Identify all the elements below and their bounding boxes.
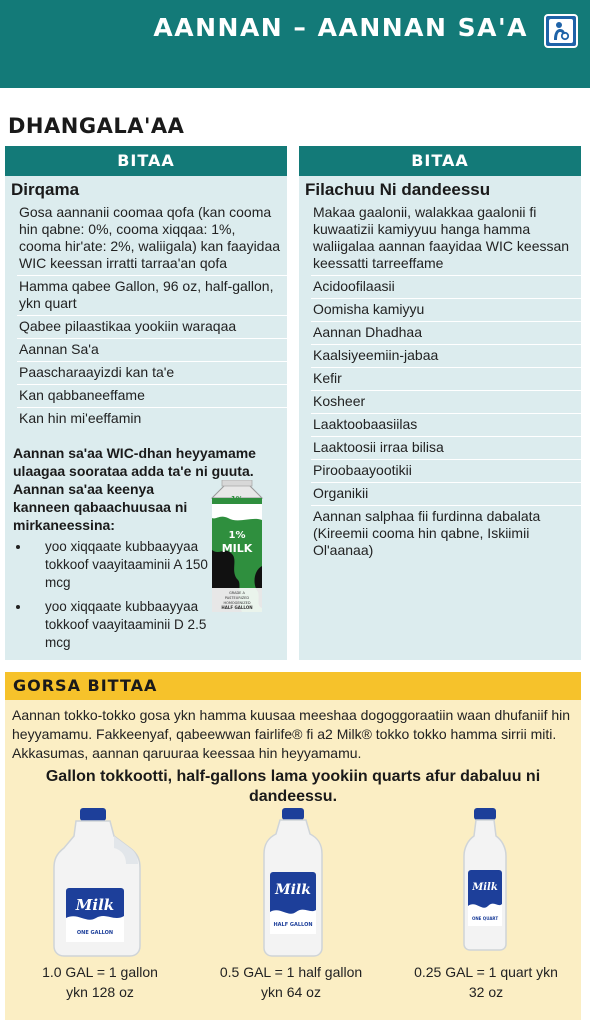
list-item: Qabee pilaastikaa yookiin waraqaa [17,315,287,338]
list-item: Kan qabbaneeffame [17,384,287,407]
list-item: Gosa aannanii coomaa qofa (kan cooma hin qabne: 0%, cooma xiqqaa: 1%, cooma hir'ate: 2%, waliigala) kan faayidaa WIC keessan irratti tarraa'an qofa [19,204,281,271]
caption-line: ykn 64 oz [261,984,321,1000]
carton-small-text: HOMOGENIZED [223,601,251,605]
list-item: Paascharaayizdi kan ta'e [17,361,287,384]
required-list [5,202,287,430]
list-item: • yoo xiqqaate kubbaayyaa tokkoof vaayitaaminii A 150 mcg [31,538,208,592]
jug-size-label: HALF GALLON [273,922,313,928]
half-gallon-caption [204,962,378,1002]
optional-list [299,202,581,562]
enriched-milk-block [13,480,208,658]
list-item: Makaa gaalonii, walakkaa gaalonii fi kuwaatizii kamiyyuu hanga hamma waliigalaa aannan faayidaa WIC keessan keessatti tarreeffame [313,204,570,271]
enriched-heading: Aannan sa'aa keenya kanneen qabaachuusaa ni mirkaneessina: [13,481,188,533]
list-item: Organikii [311,482,581,505]
list-item: Hamma qabee Gallon, 96 oz, half-gallon, ykn quart [17,275,287,315]
quart-caption [400,962,572,1002]
section-title: DHANGALA'AA [8,114,185,138]
jug-brand: Milk [275,882,311,898]
list-item: Laaktoosii irraa bilisa [311,436,581,459]
list-item: Aannan Dhadhaa [311,321,581,344]
caption-line: ykn 128 oz [66,984,134,1000]
milk-carton-image [208,480,266,614]
carton-size-label: HALF GALLON [221,605,253,610]
caption-line: 1.0 GAL = 1 gallon [42,964,158,980]
wic-milk-note: Aannan sa'aa WIC-dhan heyyamame ulaagaa soorataa adda ta'e ni guuta. [13,445,256,479]
page-title: AANNAN – AANNAN SA'A [153,13,528,42]
buy-optional-panel [299,146,581,660]
list-item: Kan hin mi'eeffamin [17,407,287,430]
list-item: Aannan Sa'a [17,338,287,361]
enriched-list [13,538,208,652]
jug-size-label: ONE GALLON [76,930,114,936]
gallon-jug-image [52,808,142,963]
carton-milk-word: MILK [221,542,253,555]
caption-line: 32 oz [468,984,504,1000]
list-item: Piroobaayootikii [311,459,581,482]
carton-percent: 1% [228,530,246,541]
shopping-tip-text: Aannan tokko-tokko gosa ykn hamma kuusaa meeshaa dogoggoraatiin waan dhufaniif hin heyyamamu. Fakkeenyaf, qabeewwan fairlife® fi a2 Milk® tokko tokko hamma sirrii miti. Akkasumas, aannan qaruuraa keessaa hin heyyamamu. [12,707,571,761]
jug-brand: Milk [472,882,498,893]
carton-small-text: PASTEURIZED [224,596,250,600]
right-column-subheading: Filachuu Ni dandeessu [305,180,491,199]
list-item: Kosheer [311,390,581,413]
left-column-heading: BITAA [5,146,287,176]
list-item: • yoo xiqqaate kubbaayyaa tokkoof vaayitaaminii D 2.5 mcg [31,598,208,652]
left-column-subheading: Dirqama [11,180,80,199]
shopping-tip-heading: GORSA BITTAA [5,672,581,700]
right-column-heading: BITAA [299,146,581,176]
list-item: Acidoofilaasii [311,275,581,298]
carton-small-text: GRADE A [229,591,245,595]
list-item: Aannan salphaa fii furdinna dabalata (Kireemii cooma hin qabne, Iskiimii Ol'aanaa) [311,505,581,562]
list-item: Laaktoobaasiilas [311,413,581,436]
half-gallon-jug-image [262,808,324,963]
page-header [0,0,590,88]
caption-line: 0.5 GAL = 1 half gallon [219,964,363,980]
quart-jug-image [462,808,508,957]
jug-brand: Milk [75,896,115,914]
caption-line: 0.25 GAL = 1 quart ykn [414,964,558,980]
list-item: Kaalsiyeemiin-jabaa [311,344,581,367]
jug-size-label: ONE QUART [471,916,499,921]
gallon-caption [20,962,180,1002]
list-item: Oomisha kamiyyu [311,298,581,321]
wic-mother-child-icon [544,14,578,48]
carton-top-label: 1% [231,495,243,503]
shopping-tip-bold: Gallon tokkootti, half-gallons lama yookiin quarts afur dabaluu ni dandeessu. [45,768,541,805]
list-item: Kefir [311,367,581,390]
